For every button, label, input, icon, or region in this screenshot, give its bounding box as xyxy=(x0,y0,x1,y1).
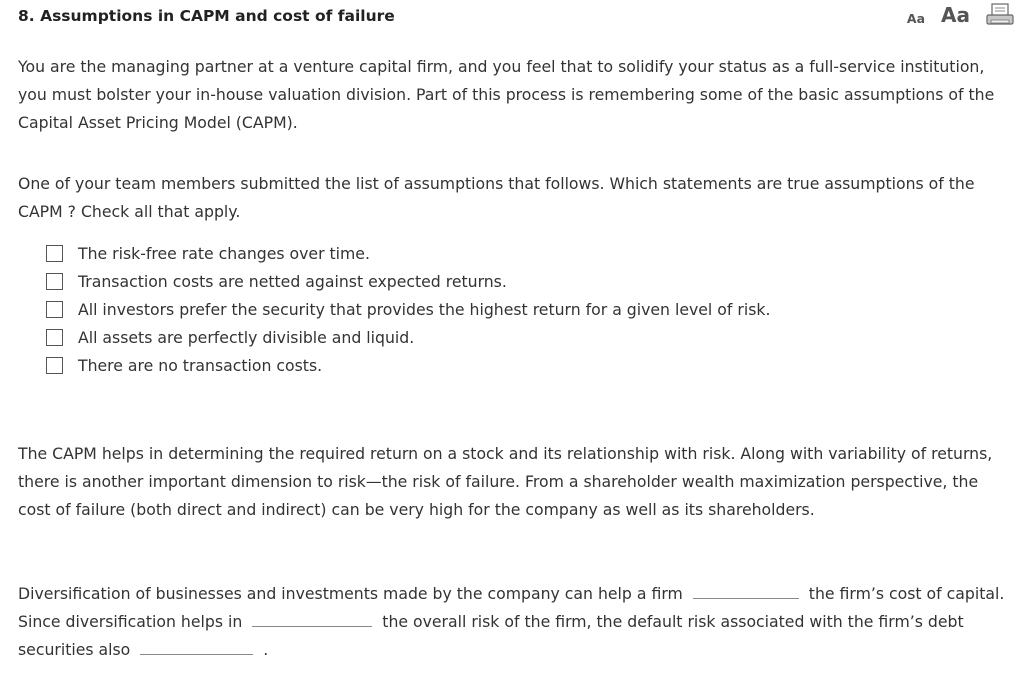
checkbox[interactable] xyxy=(46,273,63,290)
blank-dropdown-3[interactable] xyxy=(140,640,253,655)
option-label: All assets are perfectly divisible and liquid. xyxy=(78,327,415,347)
blank-dropdown-1[interactable] xyxy=(693,584,799,599)
option-risk-free-rate[interactable] xyxy=(46,239,770,267)
fill-text-3: the overall risk of the firm, the default risk associated with the firm’s debt securities also xyxy=(18,611,964,659)
checkbox[interactable] xyxy=(46,329,63,346)
checkbox[interactable] xyxy=(46,245,63,262)
option-label: There are no transaction costs. xyxy=(78,355,323,375)
print-icon[interactable] xyxy=(986,3,1014,27)
blank-dropdown-2[interactable] xyxy=(252,612,372,627)
intro-paragraph: You are the managing partner at a venture capital firm, and you feel that to solidify your status as a full-service institution, you must bolster your in-house valuation division. Part of this process is remembering some of the basic assumptions of the Capital Asset Pricing Model (CAPM). xyxy=(18,57,995,132)
toolbar xyxy=(907,3,1014,27)
option-label: All investors prefer the security that provides the highest return for a given level of risk. xyxy=(78,299,771,319)
question-prompt: One of your team members submitted the list of assumptions that follows. Which statements are true assumptions of the CAPM ? Check all that apply. xyxy=(18,174,975,221)
text-size-small-button[interactable]: Aa xyxy=(906,11,926,26)
checkbox[interactable] xyxy=(46,301,63,318)
option-no-transaction-costs[interactable] xyxy=(46,351,770,379)
assumption-checklist xyxy=(46,239,770,379)
option-label: Transaction costs are netted against expected returns. xyxy=(78,271,507,291)
fill-text-2: the firm’s cost of capital. Since diversification helps in xyxy=(18,584,1005,631)
option-assets-divisible-liquid[interactable] xyxy=(46,323,770,351)
checkbox[interactable] xyxy=(46,357,63,374)
capm-passage: The CAPM helps in determining the required return on a stock and its relationship with risk. Along with variability of returns, there is another important dimension to risk—the risk of failure. From a shareholder wealth maximization perspective, the cost of failure (both direct and indirect) can be very high for the company as well as its shareholders. xyxy=(18,444,993,519)
text-size-large-button[interactable]: Aa xyxy=(941,3,970,27)
fill-text-1: Diversification of businesses and investments made by the company can help a firm xyxy=(18,584,683,603)
option-label: The risk-free rate changes over time. xyxy=(78,243,370,263)
option-investors-prefer-highest-return[interactable] xyxy=(46,295,770,323)
fill-text-4: . xyxy=(263,639,269,659)
page-title: 8. Assumptions in CAPM and cost of failure xyxy=(18,7,395,25)
fill-in-blank-paragraph xyxy=(18,580,1008,663)
option-transaction-costs-netted[interactable] xyxy=(46,267,770,295)
